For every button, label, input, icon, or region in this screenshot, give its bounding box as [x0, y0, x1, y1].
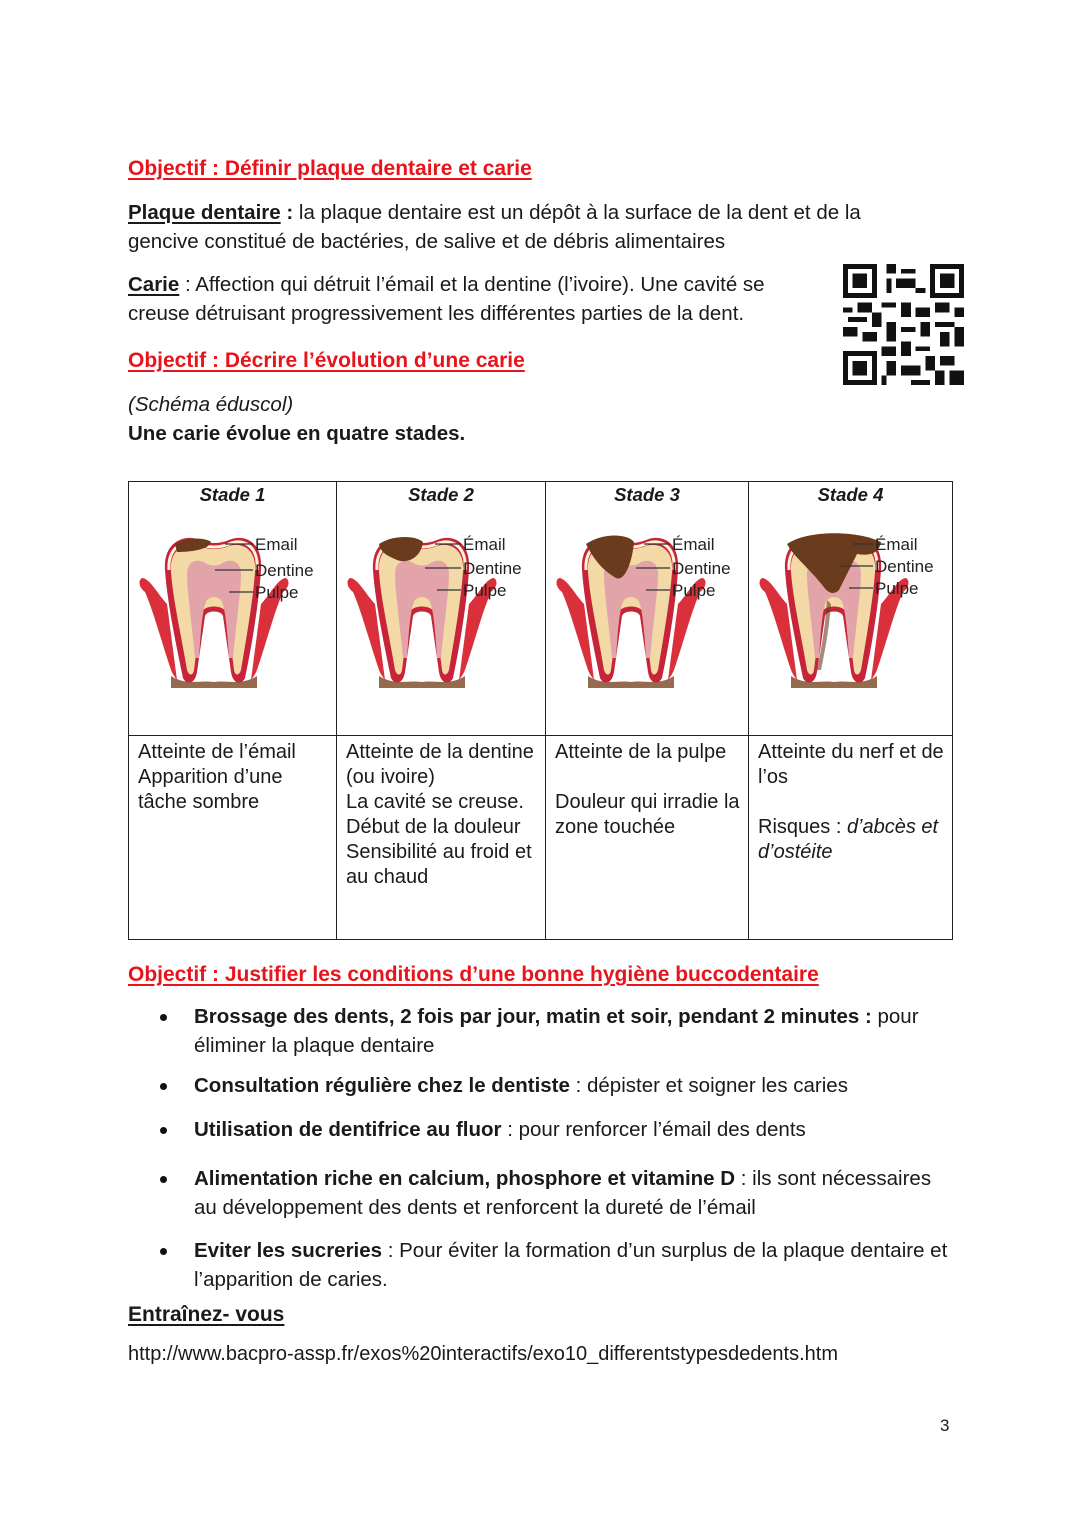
stage-4-title: Stade 4 [817, 484, 884, 505]
carie-term: Carie [128, 273, 180, 296]
stage-4-illustration-cell [749, 482, 953, 736]
stage-2-line: Sensibilité au froid et au chaud [346, 841, 532, 888]
label-email: Émail [875, 535, 918, 554]
list-item [160, 1164, 950, 1222]
stage-4-risks [758, 815, 944, 865]
page-number: 3 [940, 1416, 950, 1435]
stage-4-description [749, 736, 953, 940]
label-dentine: Dentine [875, 557, 934, 576]
tip-text: : pour renforcer l’émail des dents [501, 1118, 806, 1141]
tooth-stage-4-icon [757, 530, 947, 700]
label-dentine: Dentine [255, 561, 314, 580]
tip-text: : dépister et soigner les caries [569, 1074, 848, 1097]
stages-table [128, 481, 953, 940]
tip-heading: Brossage des dents, 2 fois par jour, matin et soir, pendant 2 minutes : [194, 1005, 872, 1028]
schema-source: (Schéma éduscol) [128, 393, 294, 416]
stage-2-illustration-cell [337, 482, 546, 736]
stage-3-title: Stade 3 [614, 484, 680, 505]
tip-heading: Utilisation de dentifrice au fluor [194, 1118, 502, 1141]
stage-1-description [129, 736, 337, 940]
risks-value: d’abcès et d’ostéite [758, 816, 939, 863]
tip-text: pour éliminer la plaque dentaire [194, 1005, 919, 1057]
qr-code-icon[interactable] [843, 264, 964, 385]
carie-definition: : Affection qui détruit l’émail et la dentine (l’ivoire). Une cavité se creuse détruisant progressivement les différentes parties de la dent. [128, 273, 765, 325]
stage-1-line: Apparition d’une tâche sombre [138, 766, 283, 813]
stage-1-title: Stade 1 [199, 484, 266, 505]
tip-text: : ils sont nécessaires au développement des dents et renforcent la dureté de l’émail [194, 1167, 932, 1219]
risks-label: Risques : [758, 816, 847, 838]
stage-2-line: Début de la douleur [346, 816, 521, 838]
tooth-stage-2-icon [345, 530, 535, 700]
label-pulpe: Pulpe [672, 581, 716, 600]
stage-2-line: Atteinte de la dentine (ou ivoire) [346, 741, 534, 788]
objective-justifier: Objectif : Justifier les conditions d’une bonne hygiène buccodentaire [128, 963, 819, 986]
stage-3-line: Atteinte de la pulpe [555, 741, 727, 763]
stage-2-line: La cavité se creuse. [346, 791, 524, 813]
tooth-stage-1-icon [137, 530, 327, 700]
stage-4-line: Atteinte du nerf et de l’os [758, 741, 944, 788]
stage-2-description [337, 736, 546, 940]
stage-2-title: Stade 2 [408, 484, 474, 505]
carie-paragraph [128, 270, 818, 328]
bullet-icon [160, 1083, 167, 1090]
stage-1-illustration-cell [129, 482, 337, 736]
bullet-icon [160, 1176, 167, 1183]
label-pulpe: Pulpe [463, 581, 507, 600]
hygiene-tips-list [160, 1002, 950, 1294]
tip-heading: Consultation régulière chez le dentiste [194, 1074, 570, 1097]
objective-definir: Objectif : Définir plaque dentaire et carie [128, 157, 532, 180]
tooth-stage-3-icon [554, 530, 744, 700]
plaque-definition: la plaque dentaire est un dépôt à la surface de la dent et de la gencive constitué de bactéries, de salive et de débris alimentaires [128, 201, 861, 253]
plaque-paragraph [128, 198, 928, 256]
plaque-term: Plaque dentaire [128, 201, 281, 224]
bullet-icon [160, 1014, 167, 1021]
tip-heading: Eviter les sucreries [194, 1239, 383, 1262]
plaque-sep: : [280, 201, 294, 224]
objective-decrire: Objectif : Décrire l’évolution d’une carie [128, 349, 525, 372]
list-item [160, 1115, 950, 1144]
stage-3-description [546, 736, 749, 940]
stages-intro: Une carie évolue en quatre stades. [128, 422, 466, 445]
label-email: Émail [672, 535, 715, 554]
tip-heading: Alimentation riche en calcium, phosphore et vitamine D [194, 1167, 736, 1190]
bullet-icon [160, 1248, 167, 1255]
label-dentine: Dentine [463, 559, 522, 578]
stage-1-line: Atteinte de l’émail [138, 741, 296, 763]
bullet-icon [160, 1127, 167, 1134]
label-pulpe: Pulpe [875, 579, 919, 598]
tip-text: : Pour éviter la formation d’un surplus de la plaque dentaire et l’apparition de caries. [194, 1239, 948, 1291]
list-item [160, 1071, 950, 1100]
label-email: Email [255, 535, 298, 554]
list-item [160, 1002, 950, 1060]
stage-3-extra: Douleur qui irradie la zone touchée [555, 791, 740, 838]
exercise-link[interactable]: http://www.bacpro-assp.fr/exos%20interactifs/exo10_differentstypesdedents.htm [128, 1343, 839, 1365]
stage-3-illustration-cell [546, 482, 749, 736]
training-title: Entraînez- vous [128, 1303, 285, 1326]
label-dentine: Dentine [672, 559, 731, 578]
list-item [160, 1236, 950, 1294]
label-email: Émail [463, 535, 506, 554]
label-pulpe: Pulpe [255, 583, 299, 602]
